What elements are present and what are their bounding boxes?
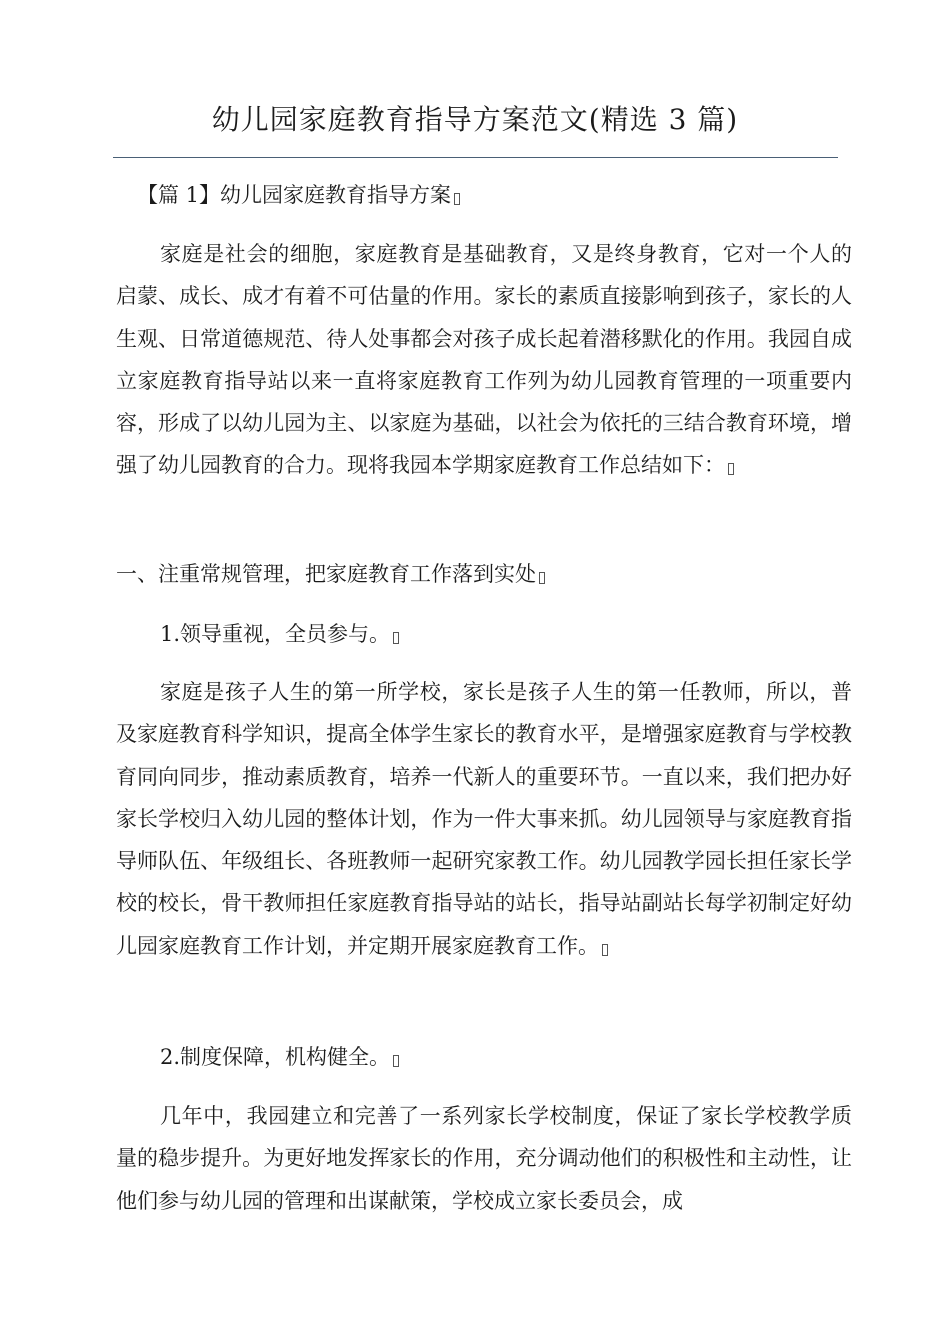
- subheading-1: 1.领导重视，全员参与。: [160, 622, 391, 646]
- subheading-1-line: [160, 613, 399, 655]
- subheading-2: 2.制度保障，机构健全。: [160, 1045, 391, 1069]
- paragraph-mark-icon: [393, 632, 399, 644]
- paragraph-mark-icon: [454, 193, 460, 205]
- paragraph-mark-icon: [393, 1055, 399, 1067]
- paragraph-intro: [116, 233, 852, 487]
- title-divider: [113, 157, 838, 158]
- paragraph-system: [116, 1095, 852, 1222]
- heading-1: 一、注重常规管理，把家庭教育工作落到实处: [116, 562, 536, 586]
- heading-1-line: [116, 553, 545, 595]
- paragraph-leadership: [116, 671, 852, 967]
- paragraph-mark-icon: [602, 944, 608, 956]
- paragraph-mark-icon: [539, 572, 545, 584]
- subheading-2-line: [160, 1036, 399, 1078]
- paragraph-leadership-text: 家庭是孩子人生的第一所学校，家长是孩子人生的第一任教师，所以，普及家庭教育科学知识，提高全体学生家长的教育水平，是增强家庭教育与学校教育同向同步，推动素质教育，培养一代新人的重要环节。一直以来，我们把办好家长学校归入幼儿园的整体计划，作为一件大事来抓。幼儿园领导与家庭教育指导师队伍、年级组长、各班教师一起研究家教工作。幼儿园教学园长担任家长学校的校长，骨干教师担任家庭教育指导站的站长，指导站副站长每学初制定好幼儿园家庭教育工作计划，并定期开展家庭教育工作。: [116, 680, 852, 958]
- document-title: 幼儿园家庭教育指导方案范文(精选 3 篇): [211, 103, 739, 136]
- paragraph-mark-icon: [728, 463, 734, 475]
- paragraph-intro-text: 家庭是社会的细胞，家庭教育是基础教育，又是终身教育，它对一个人的启蒙、成长、成才有着不可估量的作用。家长的素质直接影响到孩子，家长的人生观、日常道德规范、待人处事都会对孩子成长起着潜移默化的作用。我园自成立家庭教育指导站以来一直将家庭教育工作列为幼儿园教育管理的一项重要内容，形成了以幼儿园为主、以家庭为基础，以社会为依托的三结合教育环境，增强了幼儿园教育的合力。现将我园本学期家庭教育工作总结如下：: [116, 242, 852, 478]
- section-label: 【篇 1】幼儿园家庭教育指导方案: [137, 183, 452, 207]
- section-label-line: [137, 174, 460, 216]
- paragraph-system-text: 几年中，我园建立和完善了一系列家长学校制度，保证了家长学校教学质量的稳步提升。为更好地发挥家长的作用，充分调动他们的积极性和主动性，让他们参与幼儿园的管理和出谋献策，学校成立家长委员会，成: [116, 1104, 852, 1213]
